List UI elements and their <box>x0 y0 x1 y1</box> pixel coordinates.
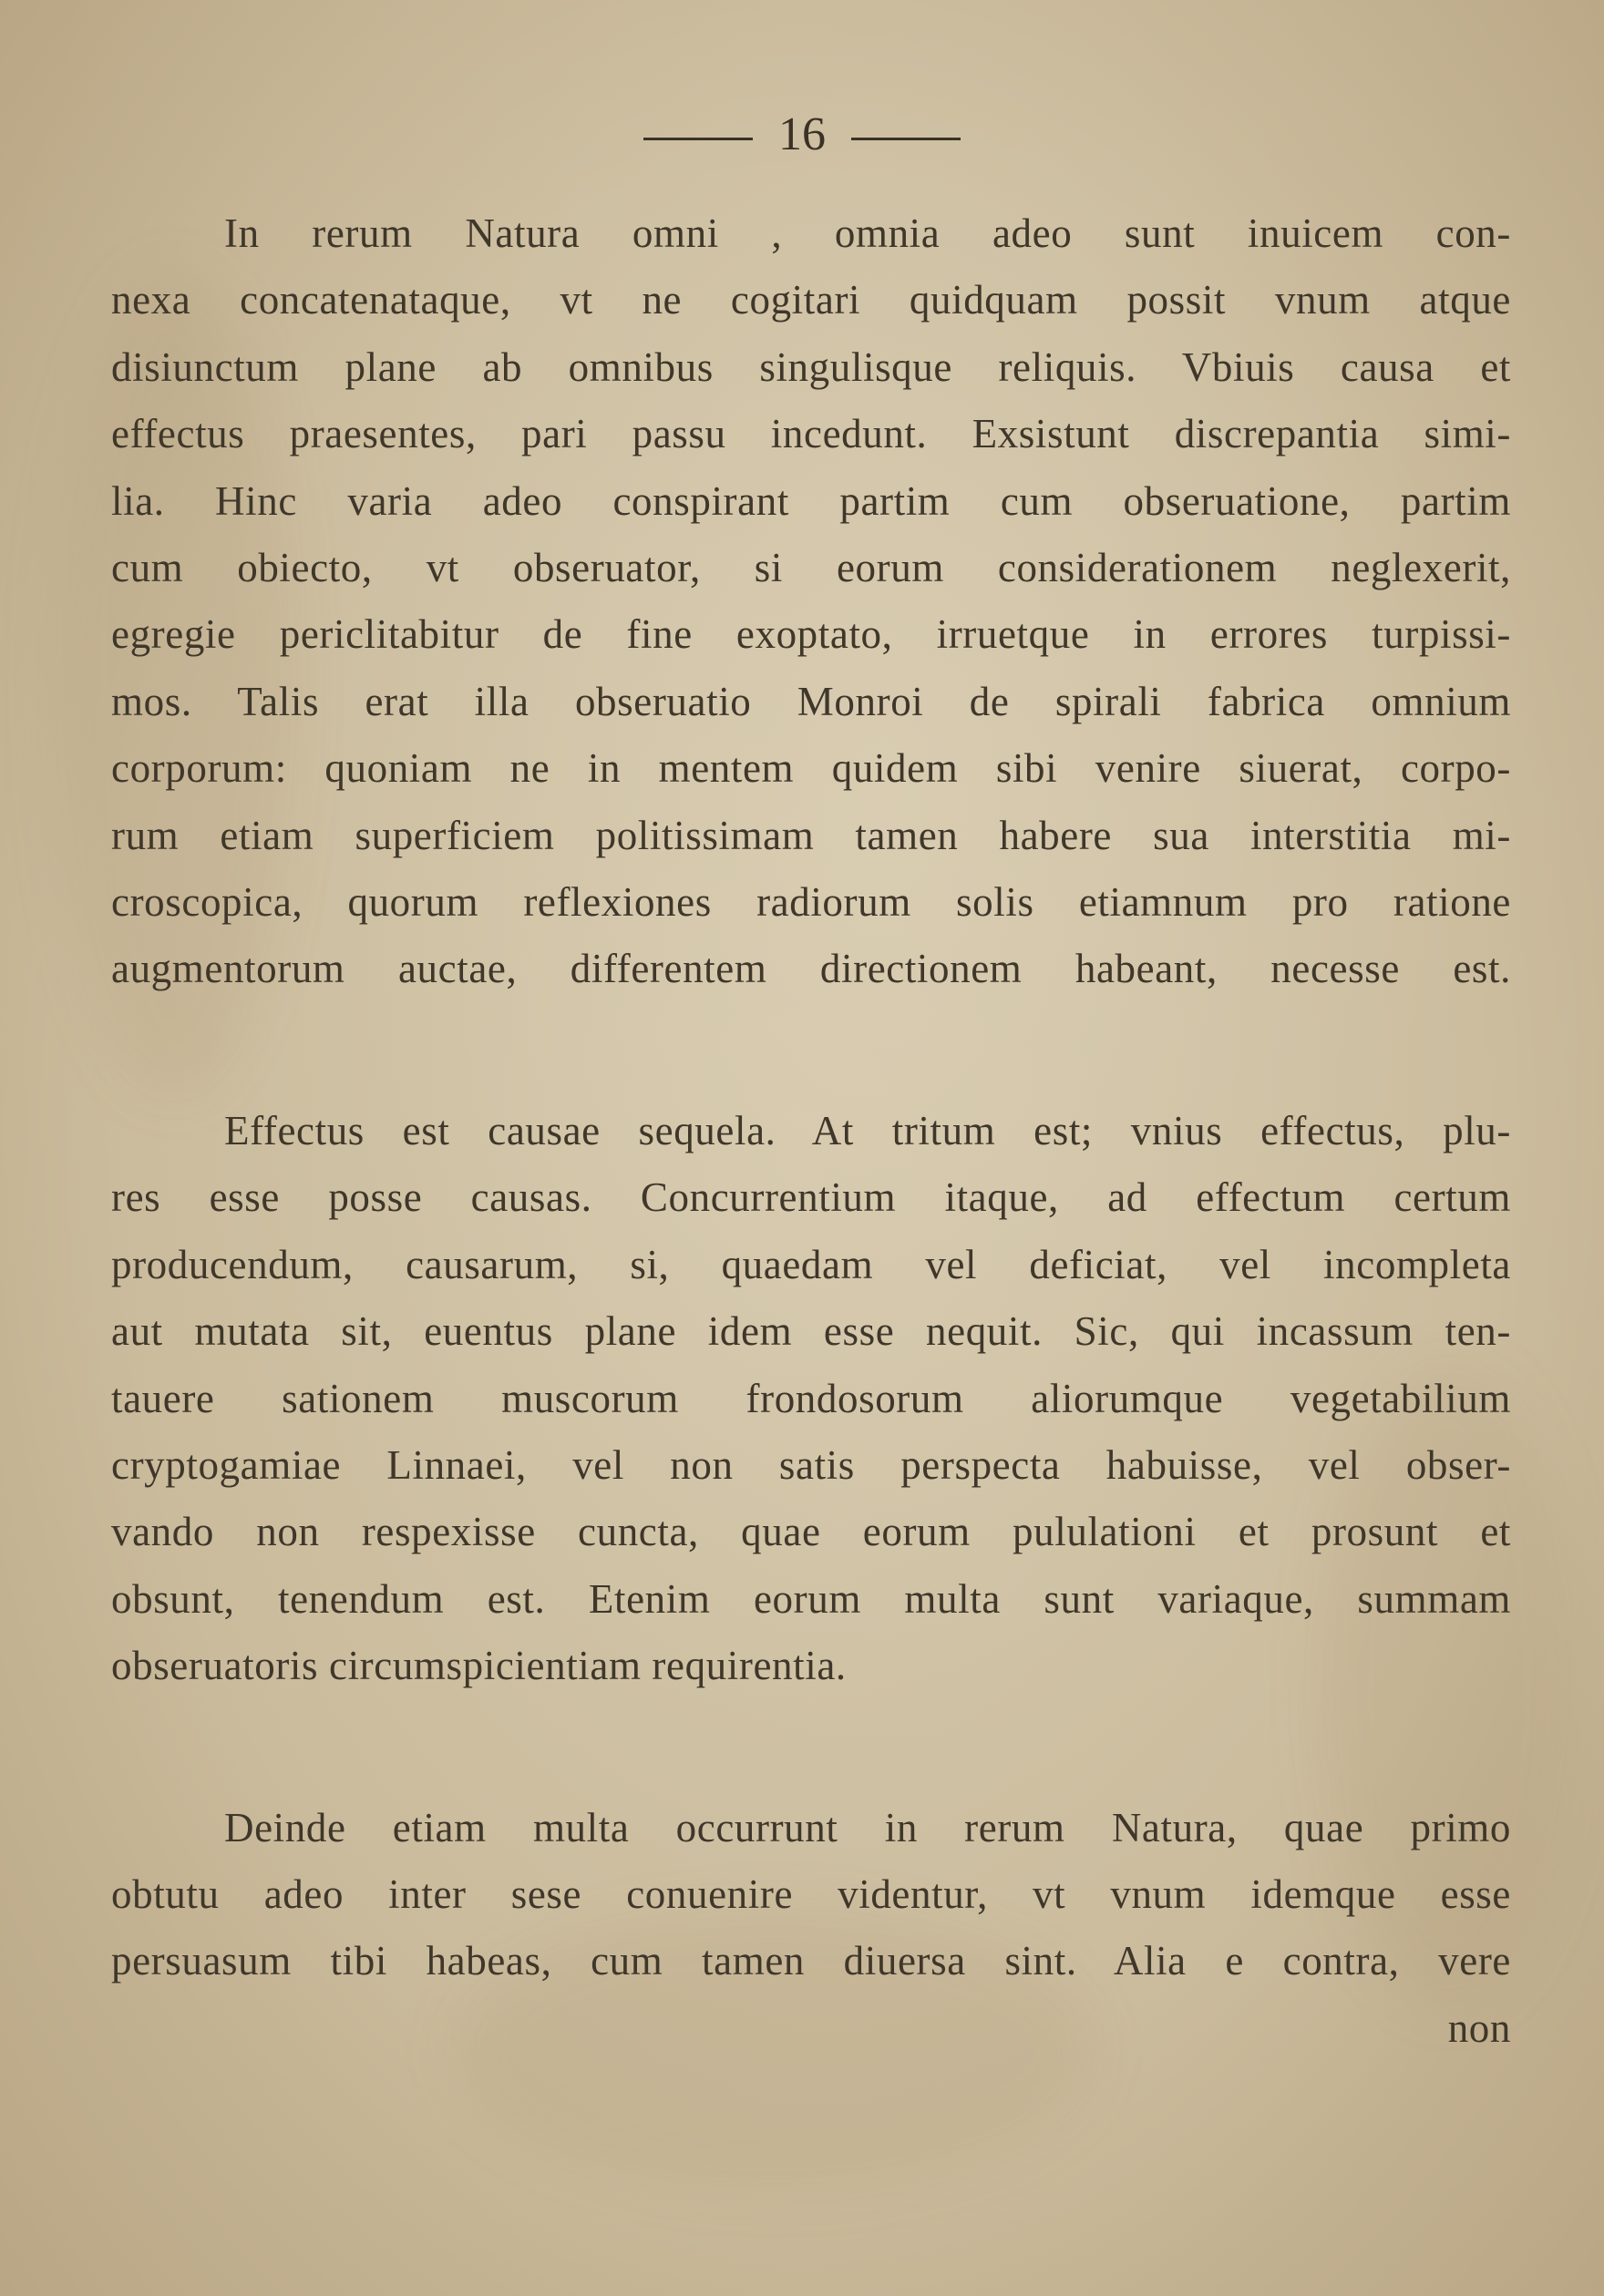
text-line: cryptogamiae Linnaei, vel non satis perspecta habuisse, vel obser- <box>111 1441 1511 1488</box>
text-line: mos. Talis erat illa obseruatio Monroi de spirali fabrica omnium <box>111 678 1511 724</box>
paragraph-1 <box>111 200 1511 1003</box>
text-line: producendum, causarum, si, quaedam vel deficiat, vel incompleta <box>111 1241 1511 1287</box>
text-line: croscopica, quorum reflexiones radiorum solis etiamnum pro ratione <box>111 879 1511 926</box>
text-line: obsunt, tenendum est. Etenim eorum multa sunt variaque, summam <box>111 1575 1511 1622</box>
text-line: vando non respexisse cuncta, quae eorum pululationi et prosunt et <box>111 1509 1511 1555</box>
text-line: res esse posse causas. Concurrentium itaque, ad effectum certum <box>111 1174 1511 1221</box>
text-line: obtutu adeo inter sese conuenire videntur, vt vnum idemque esse <box>111 1871 1511 1917</box>
text-line: augmentorum auctae, differentem directionem habeant, necesse est. <box>111 946 1511 992</box>
running-head <box>0 108 1604 161</box>
text-line: Effectus est causae sequela. At tritum est; vnius effectus, plu- <box>224 1107 1511 1153</box>
text-line: aut mutata sit, euentus plane idem esse nequit. Sic, qui incassum ten- <box>111 1308 1511 1355</box>
page-number: 16 <box>778 108 826 160</box>
text-line: Deinde etiam multa occurrunt in rerum Natura, quae primo <box>224 1804 1511 1850</box>
text-line: rum etiam superficiem politissimam tamen habere sua interstitia mi- <box>111 812 1511 858</box>
text-line: cum obiecto, vt obseruator, si eorum considerationem neglexerit, <box>111 545 1511 591</box>
rule-right <box>851 138 961 140</box>
text-line: disiunctum plane ab omnibus singulisque reliquis. Vbiuis causa et <box>111 343 1511 390</box>
rule-left <box>643 138 753 140</box>
text-line: lia. Hinc varia adeo conspirant partim cum obseruatione, partim <box>111 477 1511 524</box>
catchword: non <box>1447 2004 1511 2051</box>
text-line: egregie periclitabitur de fine exoptato, irruetque in errores turpissi- <box>111 611 1511 658</box>
text-line: persuasum tibi habeas, cum tamen diuersa sint. Alia e contra, vere <box>111 1938 1511 1984</box>
text-line: effectus praesentes, pari passu incedunt. Exsistunt discrepantia simi- <box>111 411 1511 457</box>
body-text <box>111 200 1511 2062</box>
text-line: corporum: quoniam ne in mentem quidem sibi venire siuerat, corpo- <box>111 745 1511 792</box>
text-line: nexa concatenataque, vt ne cogitari quidquam possit vnum atque <box>111 277 1511 323</box>
text-line: obseruatoris circumspicientiam requirentia. <box>111 1643 847 1689</box>
text-line: In rerum Natura omni , omnia adeo sunt inuicem con- <box>224 210 1511 256</box>
paragraph-2 <box>111 1098 1511 1700</box>
paragraph-3 <box>111 1795 1511 1995</box>
text-line: tauere sationem muscorum frondosorum aliorumque vegetabilium <box>111 1375 1511 1421</box>
